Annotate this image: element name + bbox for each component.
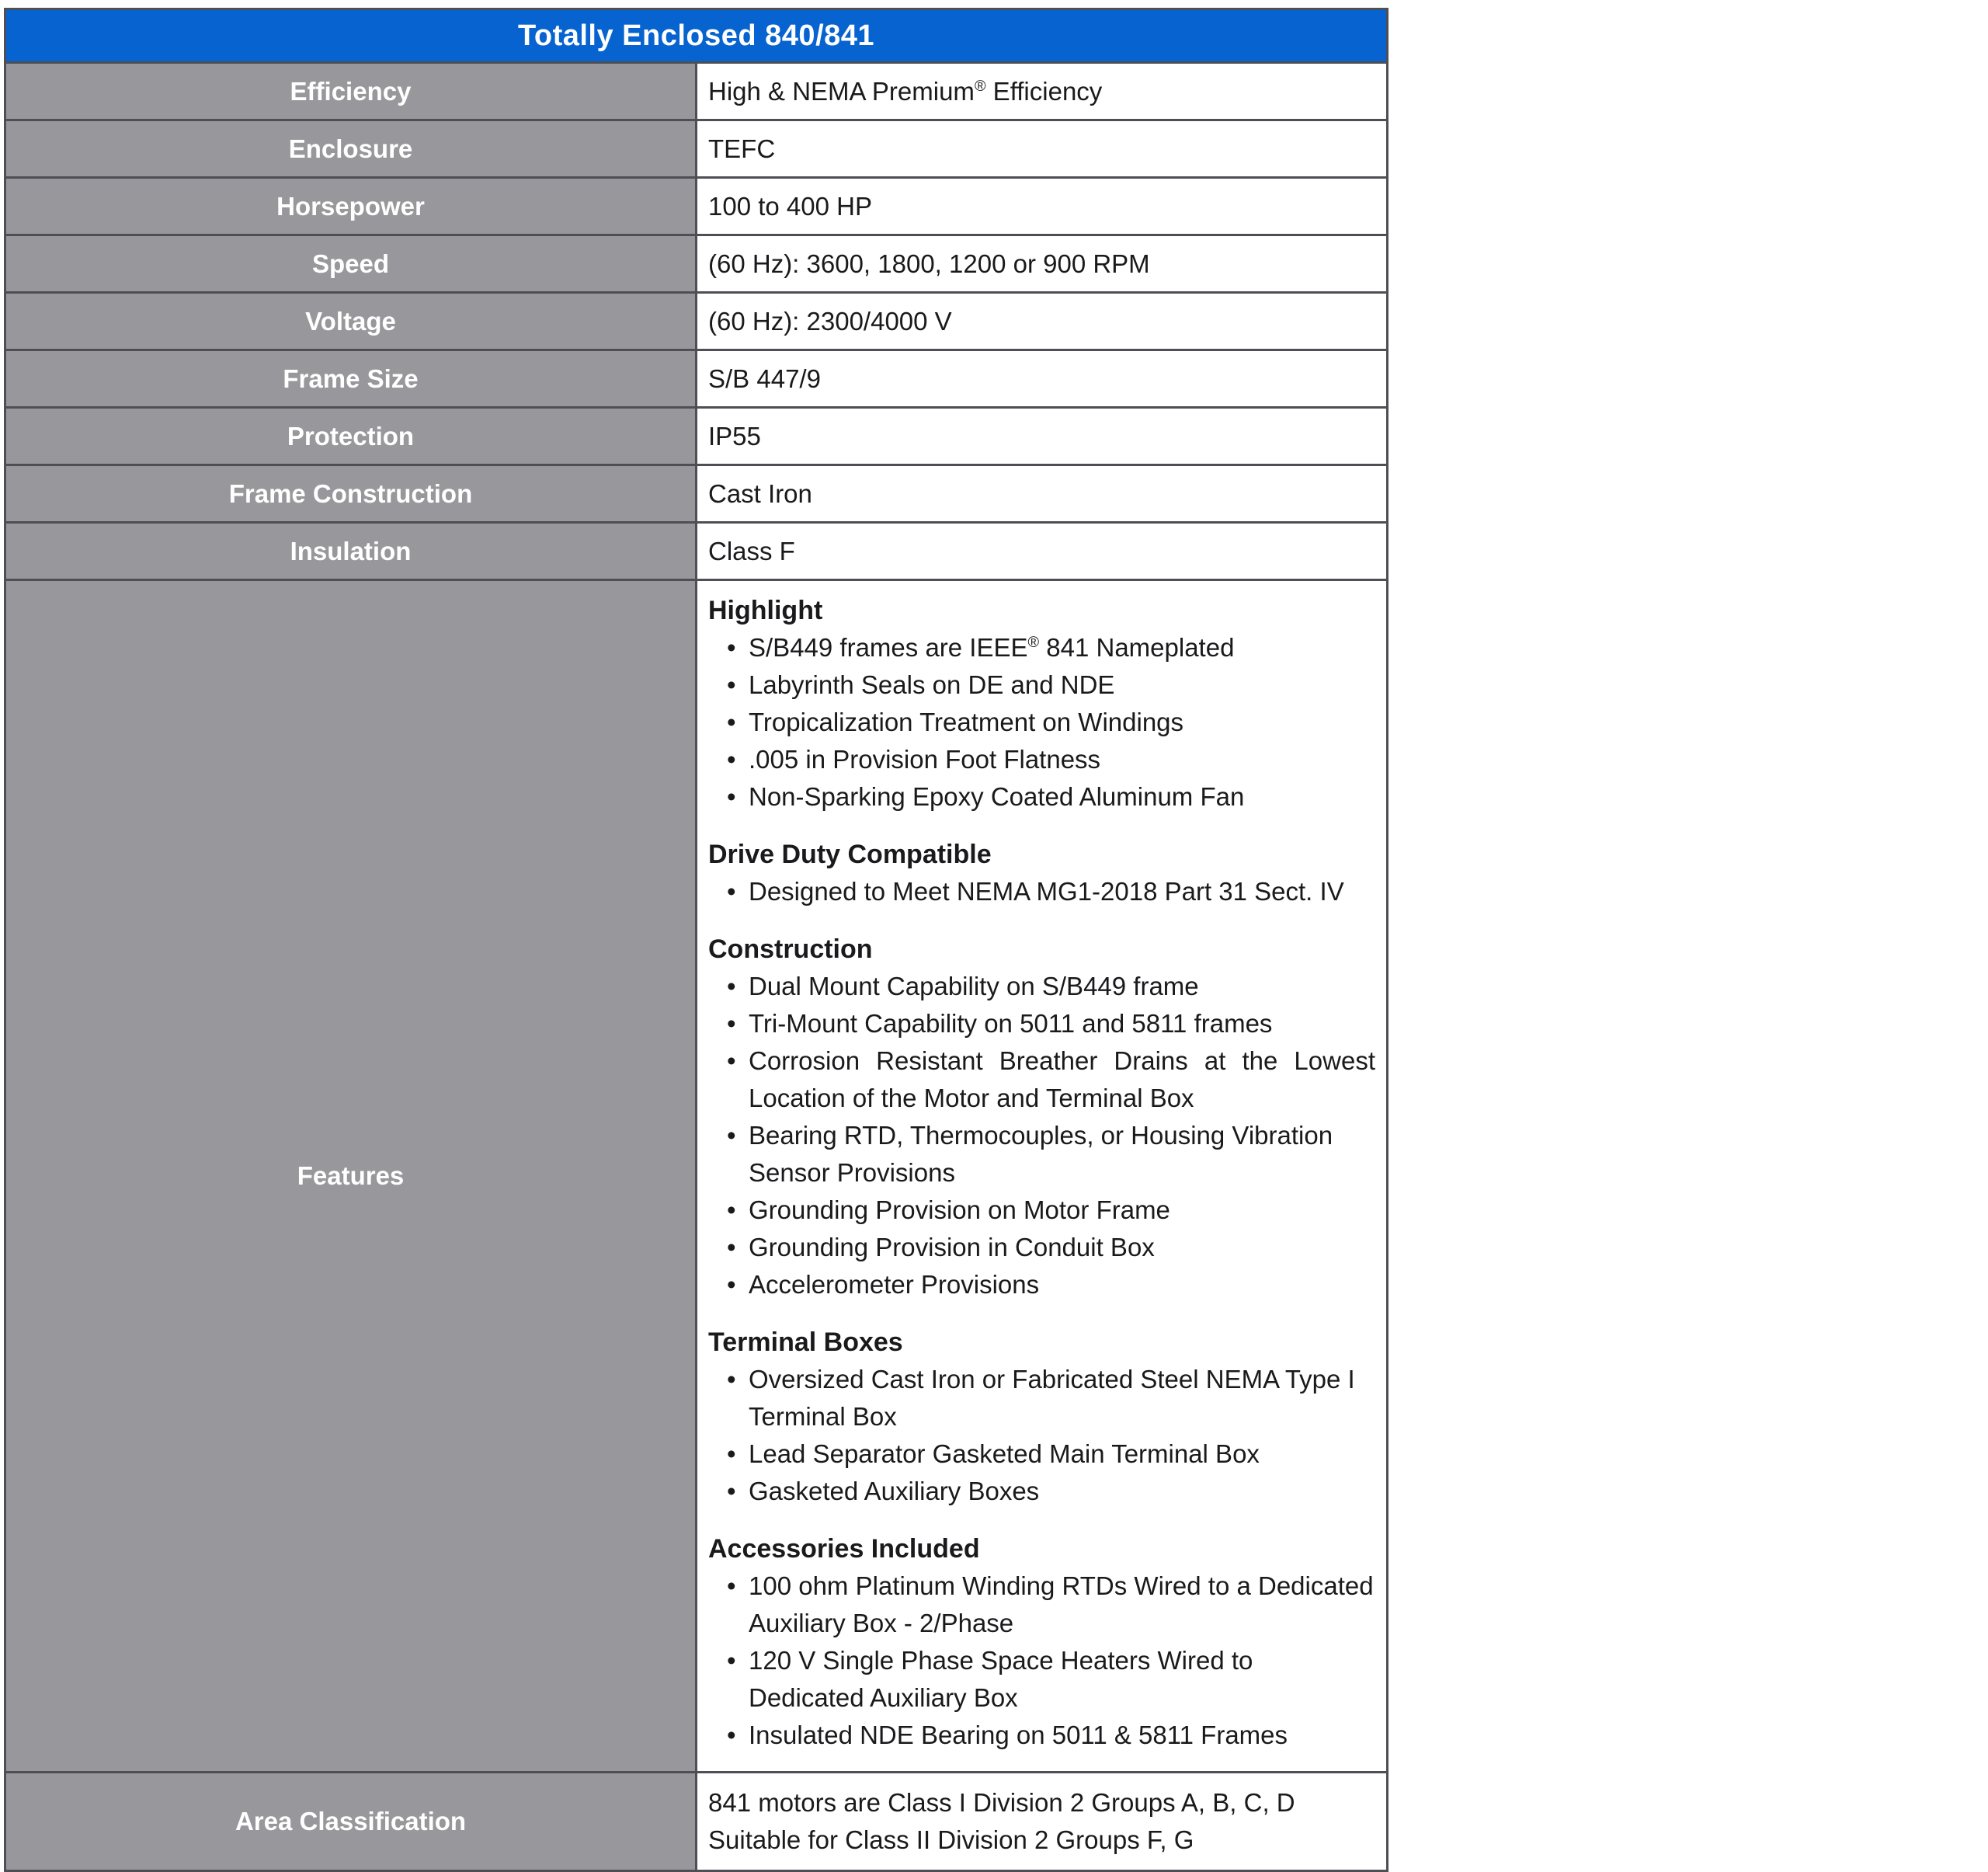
bullet-list [708,968,1375,1303]
table-row-horsepower [5,178,1388,235]
bullet-list [708,1568,1375,1754]
row-value: Cast Iron [697,465,1388,523]
list-item: • Non-Sparking Epoxy Coated Aluminum Fan [708,778,1375,816]
row-label: Speed [5,235,697,293]
list-item: • Designed to Meet NEMA MG1-2018 Part 31 Sect. IV [708,873,1375,910]
features-section-highlight [708,592,1375,816]
section-heading: Accessories Included [708,1534,980,1564]
row-label: Features [5,580,697,1773]
table-row-speed [5,235,1388,293]
list-item: • Corrosion Resistant Breather Drains at the Lowest Location of the Motor and Terminal Box [708,1042,1375,1117]
spec-table [4,8,1388,1872]
row-value: Class F [697,523,1388,580]
row-value: IP55 [697,408,1388,465]
bullet-list [708,1361,1375,1510]
list-item: • 100 ohm Platinum Winding RTDs Wired to a Dedicated Auxiliary Box - 2/Phase [708,1568,1375,1642]
list-item: • Tropicalization Treatment on Windings [708,704,1375,741]
list-item: • Labyrinth Seals on DE and NDE [708,666,1375,704]
list-item: • Lead Separator Gasketed Main Terminal Box [708,1435,1375,1473]
table-row-frame-size [5,350,1388,408]
features-content [697,580,1388,1773]
area-line: Suitable for Class II Division 2 Groups F, G [708,1825,1194,1854]
list-item: • Oversized Cast Iron or Fabricated Steel NEMA Type I Terminal Box [708,1361,1375,1435]
row-label: Frame Size [5,350,697,408]
features-section-terminal-boxes [708,1324,1375,1510]
row-value: 100 to 400 HP [697,178,1388,235]
section-heading: Terminal Boxes [708,1327,903,1357]
list-item: • Grounding Provision in Conduit Box [708,1229,1375,1266]
features-section-construction [708,931,1375,1303]
value-text: High & NEMA Premium [708,76,975,106]
features-section-accessories [708,1530,1375,1754]
table-row-efficiency [5,63,1388,120]
row-label: Frame Construction [5,465,697,523]
row-value [697,63,1388,120]
list-item: • .005 in Provision Foot Flatness [708,741,1375,778]
row-label: Efficiency [5,63,697,120]
row-label: Enclosure [5,120,697,178]
features-section-drive-duty [708,836,1375,910]
list-item: • Accelerometer Provisions [708,1266,1375,1303]
table-row-enclosure [5,120,1388,178]
row-label: Voltage [5,293,697,350]
list-item: • Grounding Provision on Motor Frame [708,1192,1375,1229]
row-value: S/B 447/9 [697,350,1388,408]
registered-mark: ® [1027,634,1040,651]
list-item: • 120 V Single Phase Space Heaters Wired to Dedicated Auxiliary Box [708,1642,1375,1717]
table-title-row [5,9,1388,63]
table-title: Totally Enclosed 840/841 [5,9,1388,63]
row-label: Insulation [5,523,697,580]
area-line: 841 motors are Class I Division 2 Groups A, B, C, D [708,1788,1295,1817]
row-value: TEFC [697,120,1388,178]
row-label: Horsepower [5,178,697,235]
list-item: • S/B449 frames are IEEE® 841 Nameplated [708,629,1375,666]
row-label: Area Classification [5,1773,697,1871]
row-value: (60 Hz): 2300/4000 V [697,293,1388,350]
table-row-frame-construction [5,465,1388,523]
value-text: Efficiency [985,76,1103,106]
registered-mark: ® [974,77,986,95]
section-heading: Drive Duty Compatible [708,840,992,869]
row-label: Protection [5,408,697,465]
table-row-voltage [5,293,1388,350]
list-item: • Insulated NDE Bearing on 5011 & 5811 Frames [708,1717,1375,1754]
list-item: • Gasketed Auxiliary Boxes [708,1473,1375,1510]
table-row-features [5,580,1388,1773]
section-heading: Highlight [708,596,823,625]
table-row-protection [5,408,1388,465]
list-item: • Tri-Mount Capability on 5011 and 5811 frames [708,1005,1375,1042]
section-heading: Construction [708,934,873,964]
table-row-insulation [5,523,1388,580]
row-value [697,1773,1388,1871]
list-item: • Dual Mount Capability on S/B449 frame [708,968,1375,1005]
list-item: • Bearing RTD, Thermocouples, or Housing Vibration Sensor Provisions [708,1117,1375,1192]
bullet-list [708,629,1375,816]
row-value: (60 Hz): 3600, 1800, 1200 or 900 RPM [697,235,1388,293]
bullet-list [708,873,1375,910]
table-row-area-classification [5,1773,1388,1871]
